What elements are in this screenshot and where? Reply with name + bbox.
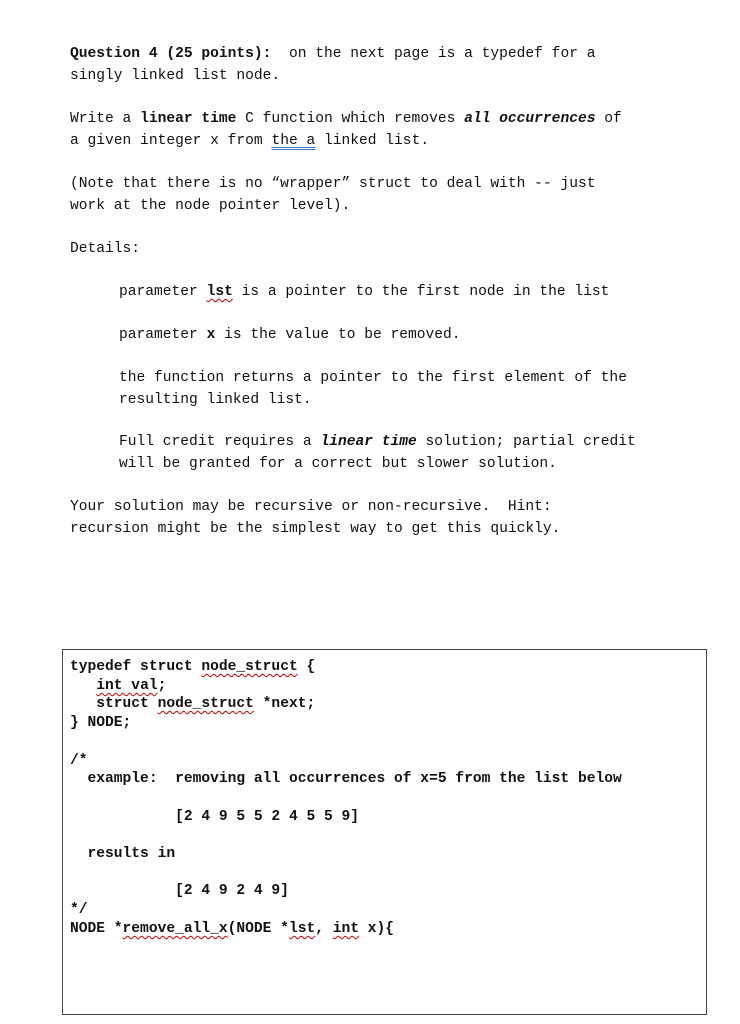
param-name-lst: lst <box>206 284 233 300</box>
code-struct-name: node_struct <box>157 696 254 712</box>
code-line-typedef <box>70 658 315 676</box>
detail-return-line2: resulting linked list. <box>119 392 312 408</box>
detail-credit-line1 <box>119 432 636 453</box>
code-comment-close: */ <box>70 902 88 918</box>
code-text: struct <box>70 696 158 712</box>
code-param-lst: lst <box>288 921 316 937</box>
question-title: Question 4 (25 points): <box>70 46 272 62</box>
detail-text: solution; partial credit <box>416 434 636 450</box>
detail-text: parameter <box>119 327 207 343</box>
code-text: { <box>297 659 316 675</box>
detail-return-line1: the function returns a pointer to the first element of the <box>119 370 627 386</box>
note-line1: (Note that there is no “wrapper” struct to deal with -- just <box>70 176 596 192</box>
detail-param-lst <box>119 282 609 303</box>
task-emph-all: all occurrences <box>464 111 596 127</box>
task-line2 <box>70 131 429 152</box>
credit-emph-linear: linear time <box>320 434 417 450</box>
code-example: example: removing all occurrences of x=5 from the list below <box>70 771 622 787</box>
question-intro-line2: singly linked list node. <box>70 68 281 84</box>
code-text: ; <box>157 678 167 694</box>
code-text: *next; <box>253 696 316 712</box>
code-text <box>70 678 96 694</box>
code-function-signature <box>70 920 394 938</box>
code-field-val: int val <box>96 678 158 694</box>
detail-text: parameter <box>119 284 207 300</box>
task-text: a given integer x from <box>70 133 272 149</box>
hint-line1: Your solution may be recursive or non-recursive. Hint: <box>70 499 552 515</box>
task-text: linked list. <box>315 133 430 149</box>
task-line1 <box>70 109 622 130</box>
code-text: x){ <box>359 921 395 937</box>
code-text: (NODE * <box>227 921 289 937</box>
task-emph-linear: linear time <box>140 111 237 127</box>
detail-param-x <box>119 325 461 346</box>
details-heading: Details: <box>70 241 141 257</box>
code-box <box>62 649 707 1015</box>
task-text: C function which removes <box>236 111 465 127</box>
note-line2: work at the node pointer level). <box>70 198 351 214</box>
question-intro: on the next page is a typedef for a <box>271 46 596 62</box>
detail-credit-line2: will be granted for a correct but slower solution. <box>119 456 557 472</box>
detail-text: is the value to be removed. <box>215 327 461 343</box>
detail-text: is a pointer to the first node in the list <box>232 284 610 300</box>
code-type-int: int <box>332 921 360 937</box>
code-function-name: remove_all_x <box>122 921 228 937</box>
question-title-line <box>70 44 595 65</box>
hint-line2: recursion might be the simplest way to get this quickly. <box>70 521 561 537</box>
task-text: Write a <box>70 111 141 127</box>
code-results-in: results in <box>70 846 176 862</box>
code-list-after: [2 4 9 2 4 9] <box>70 883 289 899</box>
code-list-before: [2 4 9 5 5 2 4 5 5 9] <box>70 809 360 825</box>
code-text: typedef struct <box>70 659 202 675</box>
param-name-x: x <box>206 327 216 343</box>
code-text: NODE * <box>70 921 123 937</box>
code-struct-name: node_struct <box>201 659 298 675</box>
code-line-node: } NODE; <box>70 715 132 731</box>
code-text: , <box>315 921 333 937</box>
code-line-next <box>70 695 315 713</box>
code-line-val <box>70 677 166 695</box>
task-text: of <box>595 111 622 127</box>
detail-text: Full credit requires a <box>119 434 321 450</box>
code-comment-open: /* <box>70 753 88 769</box>
grammar-underlined-text: the a <box>271 133 316 149</box>
